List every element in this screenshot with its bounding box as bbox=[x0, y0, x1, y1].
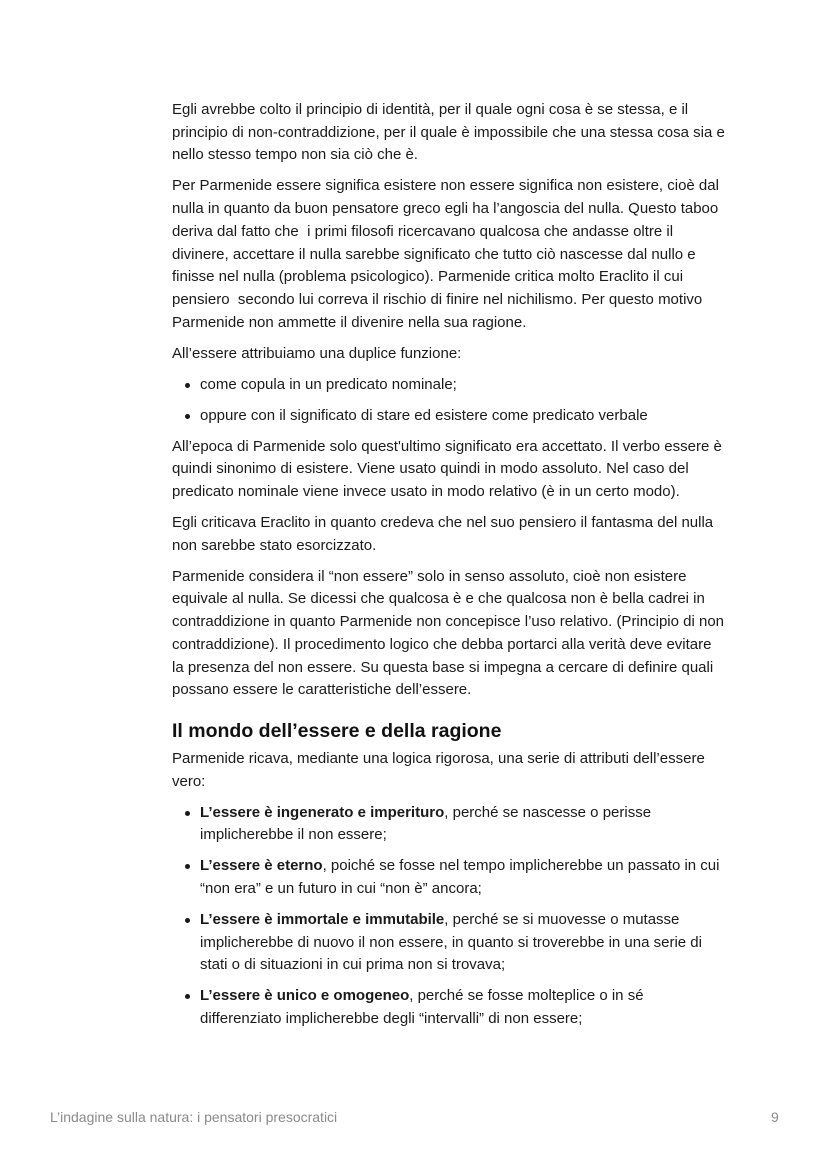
text-line: la presenza del non essere. Su questa base si impegna a cercare di definire quali bbox=[172, 658, 714, 676]
list-item bbox=[172, 374, 742, 397]
text-line bbox=[200, 1008, 742, 1031]
item-text: “non era” e un futuro in cui “non è” ancora; bbox=[200, 880, 482, 898]
section-heading: Il mondo dell’essere e della ragione bbox=[172, 719, 502, 742]
text-line: All’essere attribuiamo una duplice funzione: bbox=[172, 344, 462, 362]
footer-title: L’indagine sulla natura: i pensatori presocratici bbox=[50, 1109, 338, 1125]
text-line bbox=[200, 824, 742, 847]
text-line: equivale al nulla. Se dicessi che qualcosa è e che qualcosa non è bella cadrei in bbox=[172, 590, 705, 608]
text-line: vero: bbox=[172, 772, 206, 790]
text-line: finisse nel nulla (problema psicologico). Parmenide critica molto Eraclito il cui bbox=[172, 268, 684, 286]
bold-term: L’essere è unico e omogeneo bbox=[200, 987, 410, 1005]
paragraph bbox=[172, 436, 742, 504]
text-line: All’epoca di Parmenide solo quest'ultimo significato era accettato. Il verbo essere è bbox=[172, 437, 722, 455]
item-text: , perché se fosse molteplice o in sé bbox=[409, 987, 644, 1005]
text-line: pensiero secondo lui correva il rischio di finire nel nichilismo. Per questo motivo bbox=[172, 290, 703, 308]
bold-term: L’essere è immortale e immutabile bbox=[200, 911, 445, 929]
bold-term: L’essere è ingenerato e imperituro bbox=[200, 803, 445, 821]
page-number: 9 bbox=[771, 1109, 779, 1125]
text-line: nulla in quanto da buon pensatore greco egli ha l’angoscia del nulla. Questo taboo bbox=[172, 200, 719, 218]
paragraph bbox=[172, 343, 742, 366]
item-text: differenziato implicherebbe degli “intervalli” di non essere; bbox=[200, 1010, 583, 1028]
text-line: Per Parmenide essere significa esistere non essere significa non esistere, cioè dal bbox=[172, 177, 719, 195]
text-line bbox=[200, 909, 742, 932]
text-line: contraddizione in quanto Parmenide non concepisce l’uso relativo. (Principio di non bbox=[172, 613, 724, 631]
item-text: come copula in un predicato nominale; bbox=[200, 375, 457, 393]
text-line: deriva dal fatto che i primi filosofi ricercavano qualcosa che andasse oltre il bbox=[172, 222, 674, 240]
text-line: Parmenide considera il “non essere” solo in senso assoluto, cioè non esistere bbox=[172, 567, 687, 585]
text-line: nello stesso tempo non sia ciò che è. bbox=[172, 146, 418, 164]
item-text: , poiché se fosse nel tempo implicherebbe un passato in cui bbox=[322, 857, 720, 875]
text-line: non sarebbe stato esorcizzato. bbox=[172, 536, 377, 554]
text-line: Egli criticava Eraclito in quanto credeva che nel suo pensiero il fantasma del nulla bbox=[172, 514, 714, 532]
paragraph bbox=[172, 566, 742, 702]
item-text: oppure con il significato di stare ed esistere come predicato verbale bbox=[200, 406, 648, 424]
text-line: possano essere le caratteristiche dell’essere. bbox=[172, 681, 472, 699]
text-line bbox=[200, 802, 742, 825]
list-item bbox=[172, 909, 742, 977]
bullet-list bbox=[172, 802, 742, 1031]
paragraph bbox=[172, 512, 742, 557]
text-line bbox=[200, 878, 742, 901]
text-line bbox=[200, 985, 742, 1008]
paragraph bbox=[172, 99, 742, 167]
text-line bbox=[200, 405, 742, 428]
text-line: predicato nominale viene invece usato in modo relativo (è in un certo modo). bbox=[172, 483, 680, 501]
paragraph bbox=[172, 175, 742, 334]
list-item bbox=[172, 405, 742, 428]
text-line bbox=[200, 954, 742, 977]
item-text: implicherebbe di nuovo il non essere, in quanto si troverebbe in una serie di bbox=[200, 933, 702, 951]
text-line: Parmenide non ammette il divenire nella sua ragione. bbox=[172, 313, 527, 331]
text-line: principio di non-contraddizione, per il quale è impossibile che una stessa cosa sia e bbox=[172, 123, 725, 141]
text-line bbox=[200, 374, 742, 397]
text-line: Egli avrebbe colto il principio di identità, per il quale ogni cosa è se stessa, e il bbox=[172, 101, 689, 118]
item-text: , perché se si muovesse o mutasse bbox=[444, 911, 680, 929]
text-line bbox=[200, 932, 742, 955]
text-line: Parmenide ricava, mediante una logica rigorosa, una serie di attributi dell’essere bbox=[172, 749, 705, 767]
item-text: , perché se nascesse o perisse bbox=[444, 803, 652, 821]
text-line: quindi sinonimo di esistere. Viene usato quindi in modo assoluto. Nel caso del bbox=[172, 460, 689, 478]
bold-term: L’essere è eterno bbox=[200, 857, 323, 875]
bullet-list bbox=[172, 374, 742, 428]
list-item bbox=[172, 855, 742, 900]
text-line bbox=[200, 855, 742, 878]
text-line: divinere, accettare il nulla sarebbe significato che tutto ciò nascesse dal nullo e bbox=[172, 245, 696, 263]
paragraph bbox=[172, 748, 742, 793]
list-item bbox=[172, 802, 742, 847]
item-text: implicherebbe il non essere; bbox=[200, 826, 387, 844]
document-body bbox=[172, 99, 742, 1039]
list-item bbox=[172, 985, 742, 1030]
text-line: contraddizione). Il procedimento logico che debba portarci alla verità deve evitare bbox=[172, 635, 712, 653]
item-text: stati o di situazioni in cui prima non si trovava; bbox=[200, 956, 506, 974]
